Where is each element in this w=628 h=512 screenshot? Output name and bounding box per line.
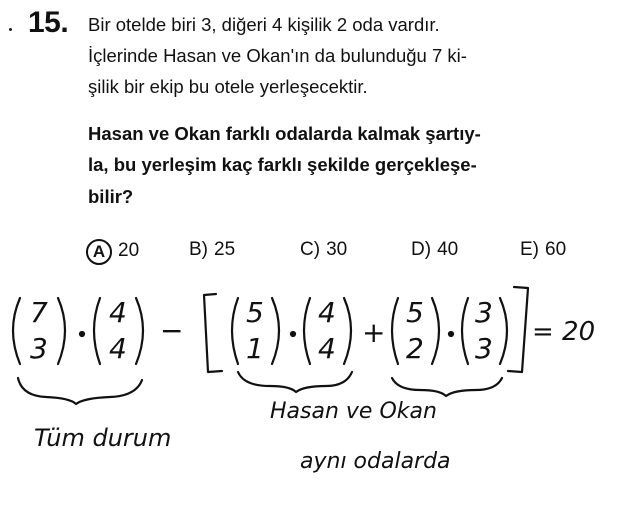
question-stem-line-1: Bir otelde biri 3, diğeri 4 kişilik 2 oda vardır. [88,14,440,35]
paren-close-5 [432,298,439,364]
paren-close-4 [344,298,351,364]
option-b-value: 25 [214,239,236,260]
dot-multiply-1 [80,332,84,336]
question-ask-line-3: bilir? [88,186,134,207]
paren-open-1 [13,298,20,364]
combo-2-bottom: 4 [109,332,127,365]
option-a-value: 20 [118,240,140,261]
underbrace-same-1 [238,372,352,392]
bracket-open [204,294,222,372]
option-d-value: 40 [437,239,459,260]
paren-open-5 [392,298,398,364]
paren-close-3 [272,298,279,364]
combo-3-top: 5 [246,296,264,329]
option-c-letter: C) [300,239,321,260]
option-b-letter: B) [189,239,208,260]
combo-4-bottom: 4 [318,332,336,365]
question-stem-line-2: İçlerinde Hasan ve Okan'ın da bulunduğu 7 ki- [88,45,467,66]
result: = 20 [532,317,596,347]
combo-5-top: 5 [406,296,424,329]
dot-multiply-2 [291,332,295,336]
underbrace-same-2 [392,378,502,396]
bracket-close [508,287,528,372]
paren-open-6 [462,298,468,364]
note-same-room-line-1: Hasan ve Okan [270,399,437,424]
combo-2-top: 4 [109,296,127,329]
paren-open-3 [232,298,238,364]
option-a-selected-circle: A [86,239,112,265]
paren-close-2 [136,298,143,364]
combo-6-bottom: 3 [475,332,493,365]
underbrace-total [18,378,142,404]
paren-close-6 [500,298,507,364]
combo-1-bottom: 3 [30,332,48,365]
combo-3-bottom: 1 [246,332,264,365]
question-stem-line-3: şilik bir ekip bu otele yerleşecektir. [88,76,368,97]
paren-close-1 [58,298,65,364]
question-number: 15. [28,6,69,39]
note-total-cases: Tüm durum [34,424,172,452]
minus-sign: − [160,314,184,347]
combo-1-top: 7 [30,296,48,329]
option-e-value: 60 [545,239,567,260]
combo-5-bottom: 2 [406,332,424,365]
question-ask-line-1: Hasan ve Okan farklı odalarda kalmak şartıy- [88,123,481,144]
combo-4-top: 4 [318,296,336,329]
dot-multiply-3 [449,332,453,336]
option-e-letter: E) [520,239,539,260]
paren-open-4 [304,298,310,364]
question-ask-line-2: la, bu yerleşim kaç farklı şekilde gerçekleşe- [88,154,477,175]
paren-open-2 [94,298,100,364]
combo-6-top: 3 [475,296,493,329]
option-d-letter: D) [411,239,432,260]
option-c-value: 30 [326,239,348,260]
plus-sign: + [362,316,386,349]
note-same-room-line-2: aynı odalarda [300,449,451,474]
